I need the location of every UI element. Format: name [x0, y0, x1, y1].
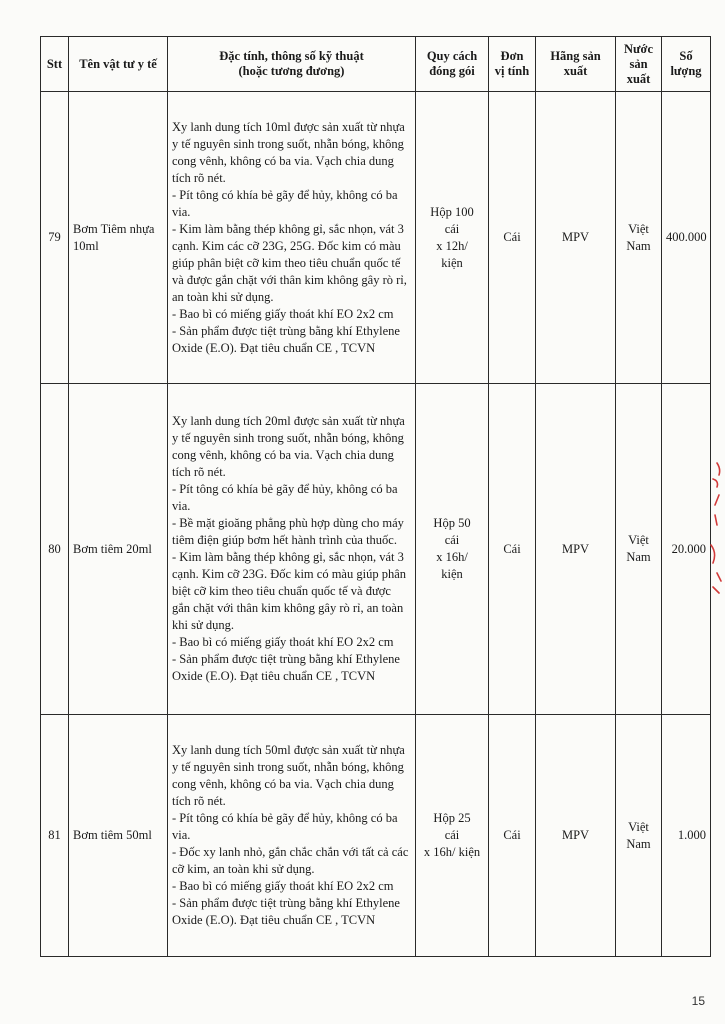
row-unit: Cái: [489, 92, 536, 384]
red-stamp-mark: [705, 455, 725, 605]
header-quantity: Số lượng: [662, 37, 711, 92]
table-header-row: [41, 37, 711, 92]
row-stt: 79: [41, 92, 69, 384]
row-item-name: Bơm tiêm 20ml: [69, 384, 168, 715]
row-packaging: Hộp 100 cái x 12h/ kiện: [416, 92, 489, 384]
row-quantity: 400.000: [662, 92, 711, 384]
row-specification: Xy lanh dung tích 20ml được sản xuất từ nhựa y tế nguyên sinh trong suốt, nhẵn bóng, không cong vênh, không có ba via. Vạch chia dung tích rõ nét. - Pít tông có khía bẻ gãy để hủy, không có ba via. - Bề mặt gioăng phẳng phù hợp dùng cho máy tiêm điện giúp bơm hết hành trình của thuốc. - Kim làm bằng thép không gỉ, sắc nhọn, vát 3 cạnh. Kim cỡ 23G. Đốc kim có màu giúp phân biệt cỡ kim theo tiêu chuẩn quốc tế và được gắn chặt với thân kim không gây rò rỉ, an toàn khi sử dụng. - Bao bì có miếng giấy thoát khí EO 2x2 cm - Sản phẩm được tiệt trùng bằng khí Ethylene Oxide (E.O). Đạt tiêu chuẩn CE , TCVN: [168, 384, 416, 715]
row-item-name: Bơm tiêm 50ml: [69, 715, 168, 957]
row-packaging: Hộp 50 cái x 16h/ kiện: [416, 384, 489, 715]
row-packaging: Hộp 25 cái x 16h/ kiện: [416, 715, 489, 957]
header-packaging: Quy cách đóng gói: [416, 37, 489, 92]
row-manufacturer: MPV: [536, 92, 616, 384]
row-country: Việt Nam: [616, 715, 662, 957]
page-number: 15: [691, 994, 705, 1008]
table-row: [41, 715, 711, 957]
row-stt: 81: [41, 715, 69, 957]
row-quantity: 20.000: [662, 384, 711, 715]
row-country: Việt Nam: [616, 92, 662, 384]
header-country: Nước sản xuất: [616, 37, 662, 92]
row-unit: Cái: [489, 715, 536, 957]
header-name: Tên vật tư y tế: [69, 37, 168, 92]
row-specification: Xy lanh dung tích 50ml được sản xuất từ nhựa y tế nguyên sinh trong suốt, nhẵn bóng, không cong vênh, không có ba via. Vạch chia dung tích rõ nét. - Pít tông có khía bẻ gãy để hủy, không có ba via. - Đốc xy lanh nhỏ, gắn chắc chắn với tất cả các cỡ kim, an toàn khi sử dụng. - Bao bì có miếng giấy thoát khí EO 2x2 cm - Sản phẩm được tiệt trùng bằng khí Ethylene Oxide (E.O). Đạt tiêu chuẩn CE , TCVN: [168, 715, 416, 957]
table-row: [41, 92, 711, 384]
row-item-name: Bơm Tiêm nhựa 10ml: [69, 92, 168, 384]
header-spec: Đặc tính, thông số kỹ thuật (hoặc tương đương): [168, 37, 416, 92]
row-unit: Cái: [489, 384, 536, 715]
row-manufacturer: MPV: [536, 715, 616, 957]
header-unit: Đơn vị tính: [489, 37, 536, 92]
row-country: Việt Nam: [616, 384, 662, 715]
header-maker: Hãng sản xuất: [536, 37, 616, 92]
row-manufacturer: MPV: [536, 384, 616, 715]
row-stt: 80: [41, 384, 69, 715]
row-specification: Xy lanh dung tích 10ml được sản xuất từ nhựa y tế nguyên sinh trong suốt, nhẵn bóng, không cong vênh, không có ba via. Vạch chia dung tích rõ nét. - Pít tông có khía bẻ gãy để hủy, không có ba via. - Kim làm bằng thép không gỉ, sắc nhọn, vát 3 cạnh. Kim các cỡ 23G, 25G. Đốc kim có màu giúp phân biệt cỡ kim theo tiêu chuẩn quốc tế và được gắn chặt với thân kim không gây rò rỉ, an toàn khi sử dụng. - Bao bì có miếng giấy thoát khí EO 2x2 cm - Sản phẩm được tiệt trùng bằng khí Ethylene Oxide (E.O). Đạt tiêu chuẩn CE , TCVN: [168, 92, 416, 384]
table-row: [41, 384, 711, 715]
row-quantity: 1.000: [662, 715, 711, 957]
medical-supplies-table: [40, 36, 711, 957]
header-stt: Stt: [41, 37, 69, 92]
